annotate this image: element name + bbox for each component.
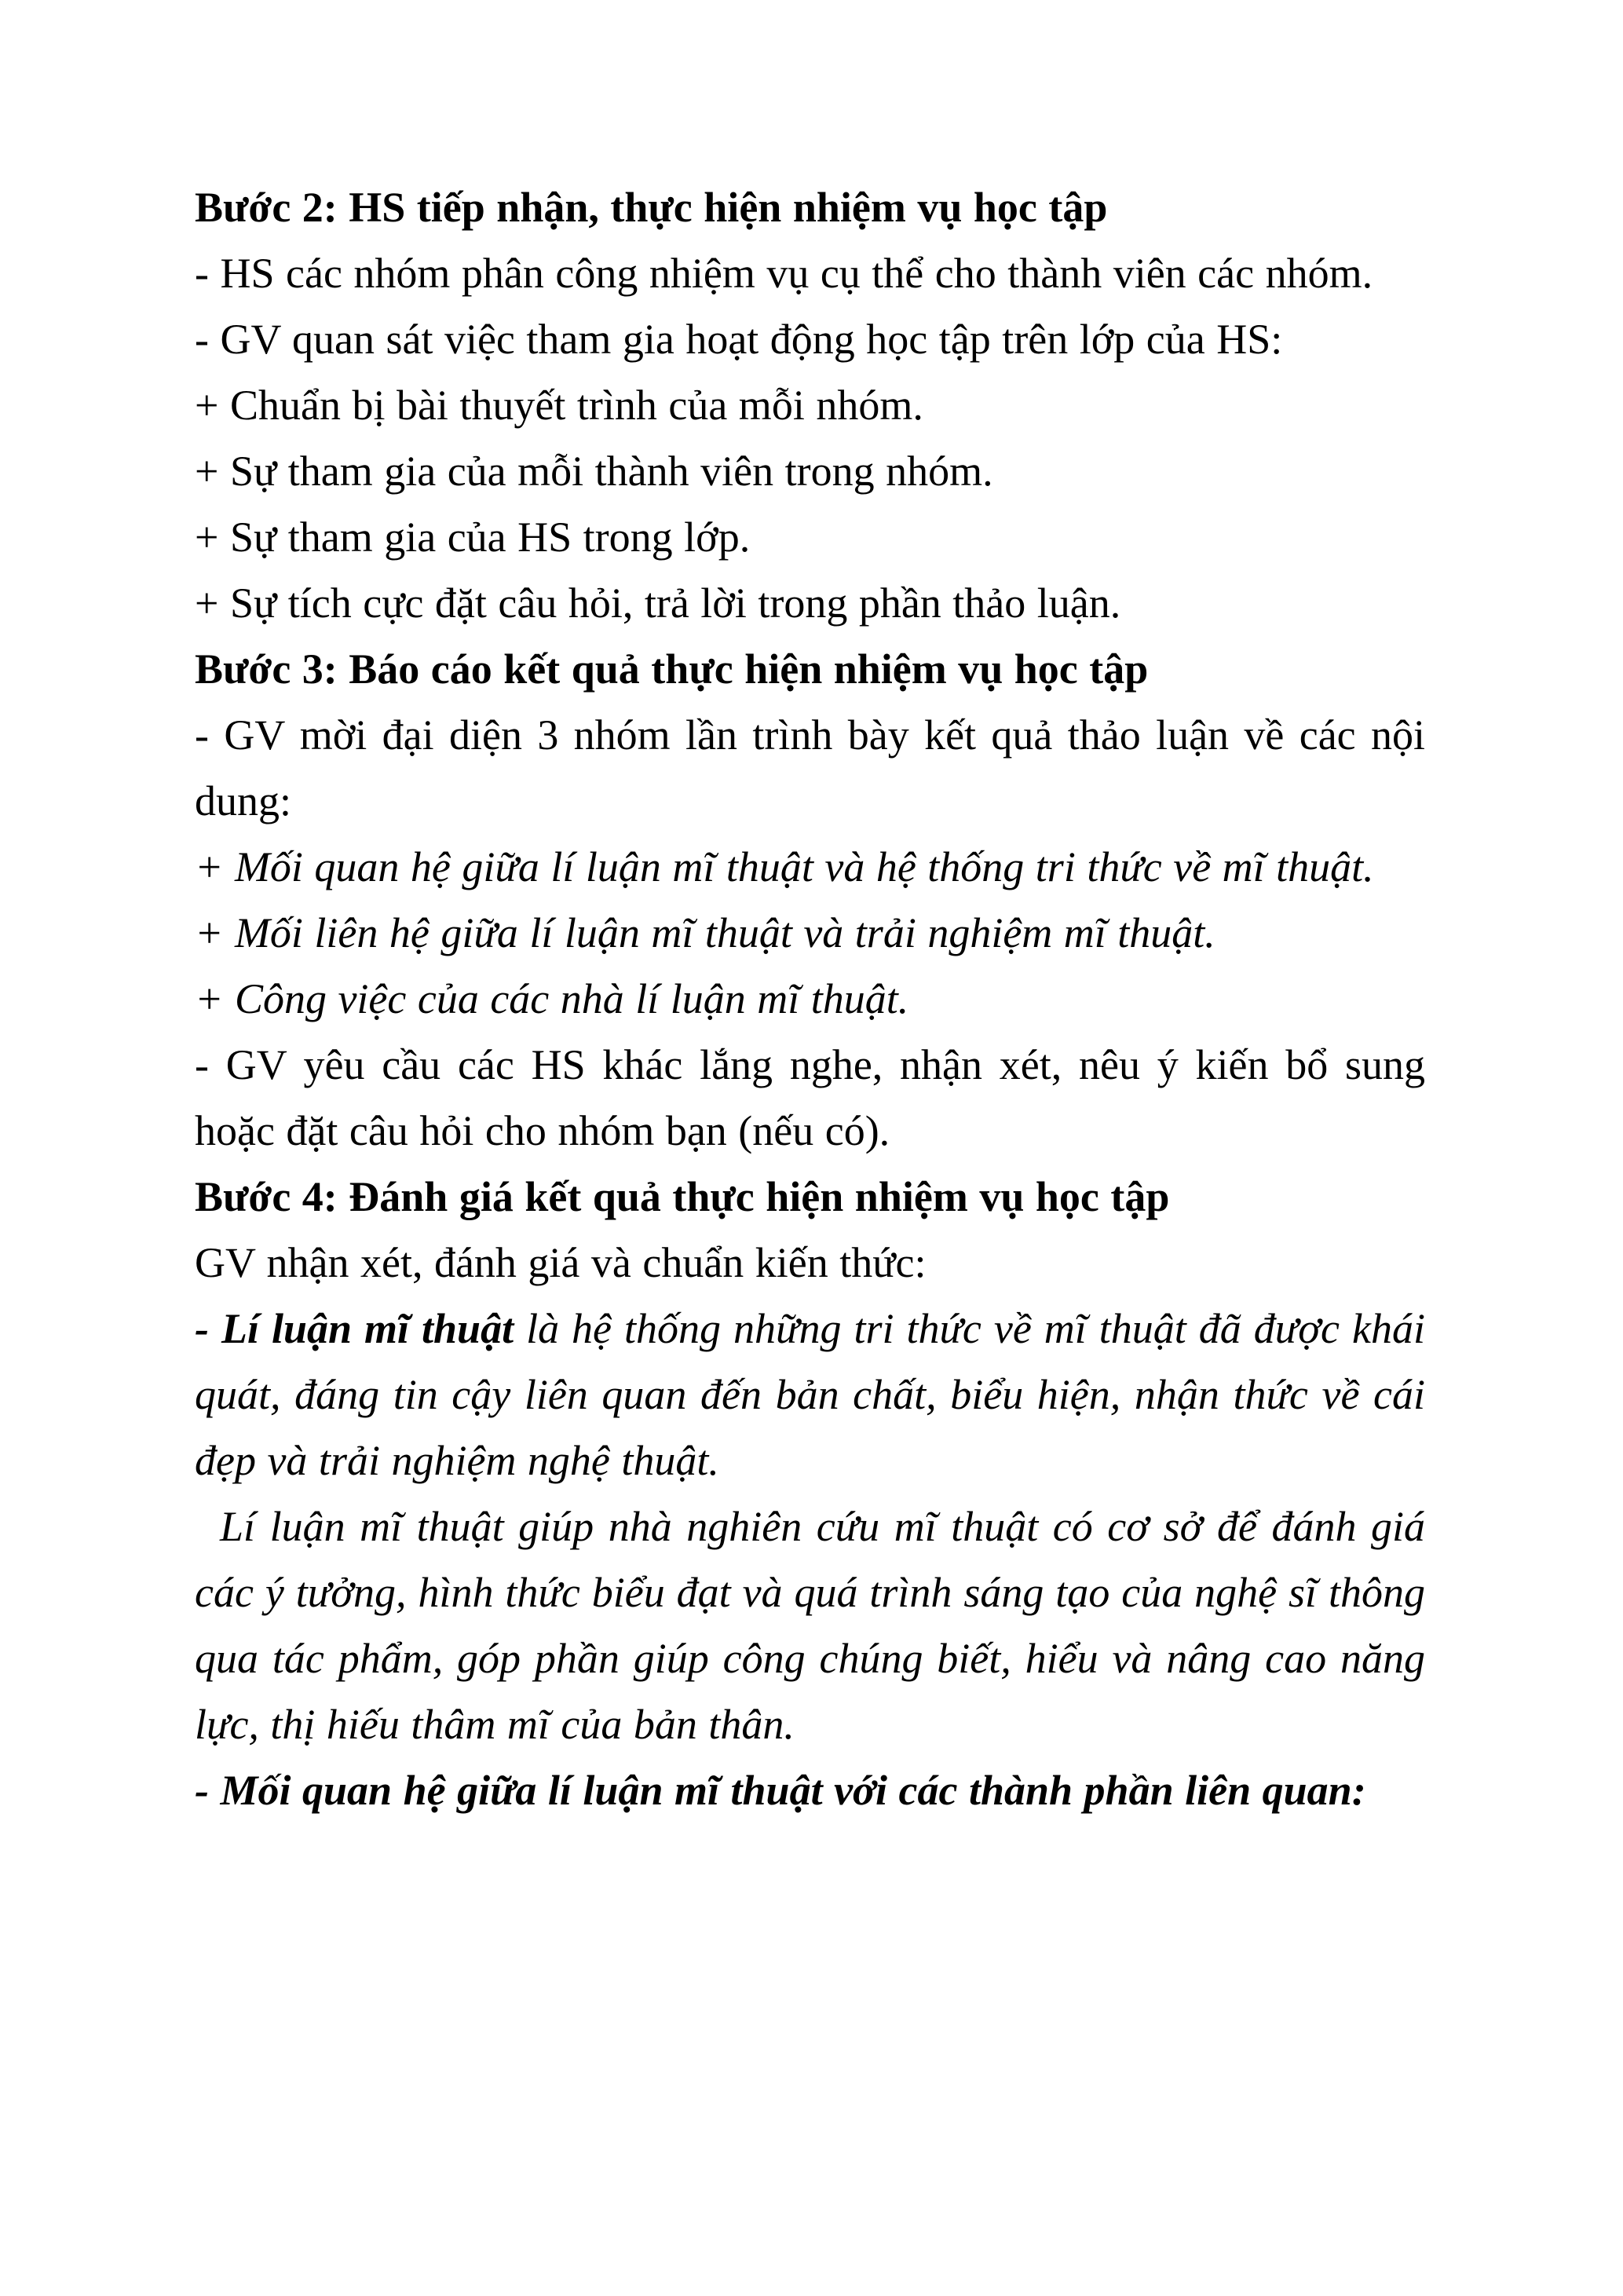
- text-run: - GV mời đại diện 3 nhóm lần trình bày kết quả thảo luận về các nội dung:: [195, 711, 1425, 824]
- text-run: - Lí luận mĩ thuật: [195, 1305, 514, 1352]
- paragraph: [195, 900, 1425, 966]
- paragraph: [195, 1032, 1425, 1164]
- paragraph: [195, 834, 1425, 900]
- text-run: + Sự tham gia của mỗi thành viên trong nhóm.: [195, 448, 993, 495]
- paragraph: [195, 1493, 1425, 1757]
- text-run: - HS các nhóm phân công nhiệm vụ cụ thể cho thành viên các nhóm.: [195, 250, 1373, 297]
- text-run: - Mối quan hệ giữa lí luận mĩ thuật với các thành phần liên quan:: [195, 1767, 1366, 1814]
- text-run: - GV quan sát việc tham gia hoạt động học tập trên lớp của HS:: [195, 316, 1283, 363]
- paragraph: [195, 240, 1425, 306]
- text-run: Bước 4: Đánh giá kết quả thực hiện nhiệm vụ học tập: [195, 1173, 1170, 1220]
- paragraph: [195, 306, 1425, 372]
- document-body: [195, 174, 1425, 1823]
- paragraph: [195, 174, 1425, 240]
- text-run: + Chuẩn bị bài thuyết trình của mỗi nhóm.: [195, 382, 923, 429]
- text-run: + Sự tham gia của HS trong lớp.: [195, 514, 751, 561]
- paragraph: [195, 504, 1425, 570]
- text-run: Bước 3: Báo cáo kết quả thực hiện nhiệm vụ học tập: [195, 645, 1149, 693]
- paragraph: [195, 966, 1425, 1032]
- paragraph: [195, 1296, 1425, 1493]
- text-run: Bước 2: HS tiếp nhận, thực hiện nhiệm vụ học tập: [195, 184, 1108, 231]
- paragraph: [195, 570, 1425, 636]
- paragraph: [195, 636, 1425, 702]
- text-run: - GV yêu cầu các HS khác lắng nghe, nhận xét, nêu ý kiến bổ sung hoặc đặt câu hỏi cho nhóm bạn (nếu có).: [195, 1041, 1425, 1154]
- paragraph: [195, 1164, 1425, 1230]
- paragraph: [195, 1230, 1425, 1296]
- paragraph: [195, 702, 1425, 834]
- paragraph: [195, 1757, 1425, 1823]
- text-run: + Sự tích cực đặt câu hỏi, trả lời trong phần thảo luận.: [195, 579, 1121, 627]
- text-run: Lí luận mĩ thuật giúp nhà nghiên cứu mĩ thuật có cơ sở để đánh giá các ý tưởng, hình thức biểu đạt và quá trình sáng tạo của nghệ sĩ thông qua tác phẩm, góp phần giúp công chúng biết, hiểu và nâng cao năng lực, thị hiếu thâm mĩ của bản thân.: [195, 1503, 1425, 1748]
- text-run: GV nhận xét, đánh giá và chuẩn kiến thức:: [195, 1239, 927, 1286]
- text-run: + Công việc của các nhà lí luận mĩ thuật.: [195, 975, 909, 1022]
- paragraph: [195, 372, 1425, 438]
- text-run: + Mối quan hệ giữa lí luận mĩ thuật và hệ thống tri thức về mĩ thuật.: [195, 843, 1374, 890]
- text-run: là hệ thống những tri thức về mĩ thuật đã được khái quát, đáng tin cậy liên quan đến bản chất, biểu hiện, nhận thức về cái đẹp và trải nghiệm nghệ thuật.: [195, 1305, 1425, 1484]
- text-run: + Mối liên hệ giữa lí luận mĩ thuật và trải nghiệm mĩ thuật.: [195, 909, 1215, 956]
- paragraph: [195, 438, 1425, 504]
